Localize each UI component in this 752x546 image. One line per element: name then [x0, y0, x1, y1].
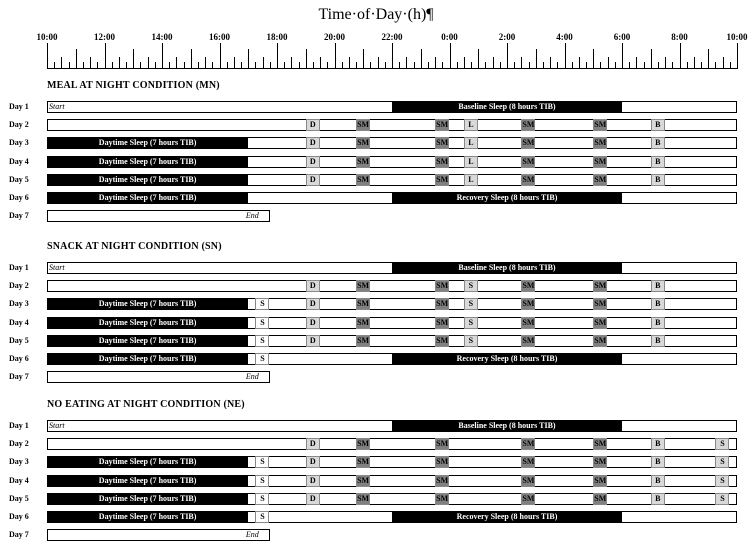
ruler-tick [47, 43, 48, 69]
day-label: Day 4 [9, 317, 29, 327]
day-label: Day 3 [9, 138, 29, 148]
event-marker: S [464, 335, 478, 347]
event-marker: B [651, 438, 665, 450]
event-marker: SM [522, 457, 535, 467]
ruler-tick [220, 43, 221, 69]
event-marker: SM [436, 493, 449, 503]
hour-label: 12:00 [94, 32, 115, 42]
event-marker: D [306, 493, 320, 505]
event-marker: B [651, 317, 665, 329]
event-marker: SM [357, 335, 370, 345]
event-marker: SM [594, 493, 607, 503]
hour-label: 20:00 [324, 32, 345, 42]
event-marker: SM [594, 439, 607, 449]
event-marker: B [651, 298, 665, 310]
event-marker: SM [436, 317, 449, 327]
hour-label: 16:00 [209, 32, 230, 42]
event-marker: S [255, 317, 269, 329]
sleep-bar: Daytime Sleep (7 hours TIB) [47, 493, 248, 505]
event-marker: SM [357, 457, 370, 467]
event-marker: S [255, 335, 269, 347]
ruler-tick [593, 49, 594, 69]
day-row [47, 371, 270, 383]
day-label: Day 5 [9, 335, 29, 345]
hour-label: 6:00 [613, 32, 631, 42]
event-marker: SM [522, 493, 535, 503]
start-marker: Start [49, 102, 65, 111]
sleep-bar: Daytime Sleep (7 hours TIB) [47, 192, 248, 204]
hour-label: 22:00 [381, 32, 403, 42]
event-marker: SM [594, 281, 607, 291]
event-marker: SM [357, 138, 370, 148]
event-marker: L [464, 137, 478, 149]
ruler-baseline [47, 68, 737, 69]
event-marker: SM [522, 335, 535, 345]
event-marker: SM [522, 317, 535, 327]
day-label: Day 6 [9, 193, 29, 202]
section-title: MEAL AT NIGHT CONDITION (MN) [47, 80, 220, 91]
ruler-tick [306, 49, 307, 69]
day-label: Day 4 [9, 475, 29, 485]
day-label: Day 6 [9, 354, 29, 363]
event-marker: S [255, 298, 269, 310]
event-marker: SM [436, 457, 449, 467]
day-row [47, 119, 737, 131]
day-row [47, 210, 270, 222]
event-marker: D [306, 137, 320, 149]
event-marker: SM [594, 120, 607, 130]
event-marker: S [715, 456, 729, 468]
event-marker: B [651, 456, 665, 468]
event-marker: B [651, 280, 665, 292]
ruler-tick [478, 49, 479, 69]
hour-label: 4:00 [556, 32, 573, 42]
day-label: Day 7 [9, 211, 29, 221]
event-marker: SM [436, 439, 449, 449]
sleep-bar: Daytime Sleep (7 hours TIB) [47, 511, 248, 523]
ruler-tick [651, 49, 652, 69]
event-marker: SM [436, 475, 449, 485]
event-marker: L [464, 119, 478, 131]
event-marker: SM [357, 439, 370, 449]
event-marker: SM [357, 281, 370, 291]
sleep-bar: Daytime Sleep (7 hours TIB) [47, 475, 248, 487]
day-label: Day 5 [9, 174, 29, 184]
sleep-bar: Recovery Sleep (8 hours TIB) [392, 353, 622, 365]
section-title: NO EATING AT NIGHT CONDITION (NE) [47, 399, 245, 410]
sleep-bar: Daytime Sleep (7 hours TIB) [47, 156, 248, 168]
ruler-tick [162, 43, 163, 69]
ruler-tick [191, 49, 192, 69]
event-marker: D [306, 335, 320, 347]
event-marker: SM [522, 299, 535, 309]
hour-label: 0:00 [441, 32, 458, 42]
event-marker: S [464, 317, 478, 329]
event-marker: D [306, 475, 320, 487]
day-label: Day 7 [9, 372, 29, 382]
event-marker: SM [357, 299, 370, 309]
event-marker: SM [522, 439, 535, 449]
hour-label: 2:00 [498, 32, 516, 42]
event-marker: SM [522, 156, 535, 166]
hour-label: 10:00 [36, 32, 58, 42]
day-label: Day 1 [9, 421, 29, 430]
hour-label: 18:00 [266, 32, 288, 42]
day-label: Day 2 [9, 439, 29, 449]
ruler-tick [277, 43, 278, 69]
sleep-bar: Daytime Sleep (7 hours TIB) [47, 456, 248, 468]
ruler-tick [76, 49, 77, 69]
event-marker: SM [522, 281, 535, 291]
day-label: Day 3 [9, 457, 29, 467]
event-marker: SM [357, 156, 370, 166]
event-marker: S [255, 475, 269, 487]
event-marker: SM [522, 174, 535, 184]
sleep-bar: Recovery Sleep (8 hours TIB) [392, 511, 622, 523]
event-marker: SM [357, 317, 370, 327]
event-marker: SM [357, 120, 370, 130]
ruler-tick [565, 43, 566, 69]
event-marker: SM [357, 475, 370, 485]
event-marker: B [651, 493, 665, 505]
event-marker: L [464, 156, 478, 168]
event-marker: SM [357, 493, 370, 503]
event-marker: B [651, 335, 665, 347]
ruler-tick [622, 43, 623, 69]
day-label: Day 2 [9, 281, 29, 291]
day-label: Day 2 [9, 120, 29, 130]
ruler-tick [421, 49, 422, 69]
day-row [47, 529, 270, 541]
event-marker: SM [594, 457, 607, 467]
event-marker: D [306, 298, 320, 310]
event-marker: B [651, 156, 665, 168]
event-marker: SM [594, 138, 607, 148]
event-marker: S [464, 298, 478, 310]
ruler-tick [105, 43, 106, 69]
end-marker: End [245, 372, 259, 382]
start-marker: Start [49, 263, 65, 272]
event-marker: SM [357, 174, 370, 184]
sleep-bar: Daytime Sleep (7 hours TIB) [47, 298, 248, 310]
event-marker: S [255, 456, 269, 468]
sleep-bar: Daytime Sleep (7 hours TIB) [47, 137, 248, 149]
event-marker: SM [594, 156, 607, 166]
event-marker: L [464, 174, 478, 186]
event-marker: SM [522, 138, 535, 148]
day-label: Day 7 [9, 530, 29, 540]
chart-title: Time·of·Day·(h)¶ [318, 6, 434, 23]
event-marker: SM [594, 174, 607, 184]
event-marker: SM [436, 138, 449, 148]
day-label: Day 3 [9, 299, 29, 309]
hour-label: 14:00 [151, 32, 173, 42]
ruler-tick [708, 49, 709, 69]
event-marker: SM [436, 120, 449, 130]
time-ruler [47, 43, 737, 69]
sleep-bar: Baseline Sleep (8 hours TIB) [392, 262, 622, 274]
event-marker: D [306, 280, 320, 292]
event-marker: SM [594, 299, 607, 309]
event-marker: D [306, 438, 320, 450]
ruler-tick [392, 43, 393, 69]
sleep-bar: Baseline Sleep (8 hours TIB) [392, 420, 622, 432]
day-label: Day 5 [9, 493, 29, 503]
day-label: Day 1 [9, 102, 29, 111]
sleep-bar: Daytime Sleep (7 hours TIB) [47, 353, 248, 365]
sleep-bar: Daytime Sleep (7 hours TIB) [47, 335, 248, 347]
event-marker: B [651, 174, 665, 186]
day-label: Day 6 [9, 512, 29, 521]
event-marker: SM [436, 156, 449, 166]
sleep-bar: Daytime Sleep (7 hours TIB) [47, 174, 248, 186]
event-marker: SM [436, 174, 449, 184]
event-marker: B [651, 475, 665, 487]
event-marker: S [715, 438, 729, 450]
event-marker: D [306, 317, 320, 329]
event-marker: D [306, 174, 320, 186]
event-marker: D [306, 456, 320, 468]
event-marker: SM [594, 317, 607, 327]
section-title: SNACK AT NIGHT CONDITION (SN) [47, 241, 222, 252]
event-marker: D [306, 156, 320, 168]
end-marker: End [245, 530, 259, 540]
sleep-bar: Recovery Sleep (8 hours TIB) [392, 192, 622, 204]
end-marker: End [245, 211, 259, 221]
event-marker: S [464, 280, 478, 292]
event-marker: SM [436, 281, 449, 291]
hour-label: 8:00 [671, 32, 688, 42]
start-marker: Start [49, 421, 65, 430]
day-row [47, 438, 737, 450]
ruler-tick [536, 49, 537, 69]
event-marker: SM [436, 299, 449, 309]
event-marker: S [255, 511, 269, 523]
sleep-bar: Baseline Sleep (8 hours TIB) [392, 101, 622, 113]
ruler-tick [450, 43, 451, 69]
event-marker: S [255, 353, 269, 365]
event-marker: SM [594, 335, 607, 345]
event-marker: S [715, 475, 729, 487]
event-marker: SM [436, 335, 449, 345]
event-marker: D [306, 119, 320, 131]
ruler-tick [737, 43, 738, 69]
ruler-tick [680, 43, 681, 69]
day-label: Day 1 [9, 263, 29, 272]
day-row [47, 280, 737, 292]
event-marker: SM [522, 120, 535, 130]
ruler-tick [133, 49, 134, 69]
event-marker: SM [594, 475, 607, 485]
event-marker: B [651, 137, 665, 149]
ruler-tick [507, 43, 508, 69]
ruler-tick [248, 49, 249, 69]
event-marker: SM [522, 475, 535, 485]
day-label: Day 4 [9, 156, 29, 166]
ruler-tick [335, 43, 336, 69]
sleep-bar: Daytime Sleep (7 hours TIB) [47, 317, 248, 329]
event-marker: S [255, 493, 269, 505]
event-marker: S [715, 493, 729, 505]
event-marker: B [651, 119, 665, 131]
ruler-tick [363, 49, 364, 69]
hour-label: 10:00 [726, 32, 748, 42]
